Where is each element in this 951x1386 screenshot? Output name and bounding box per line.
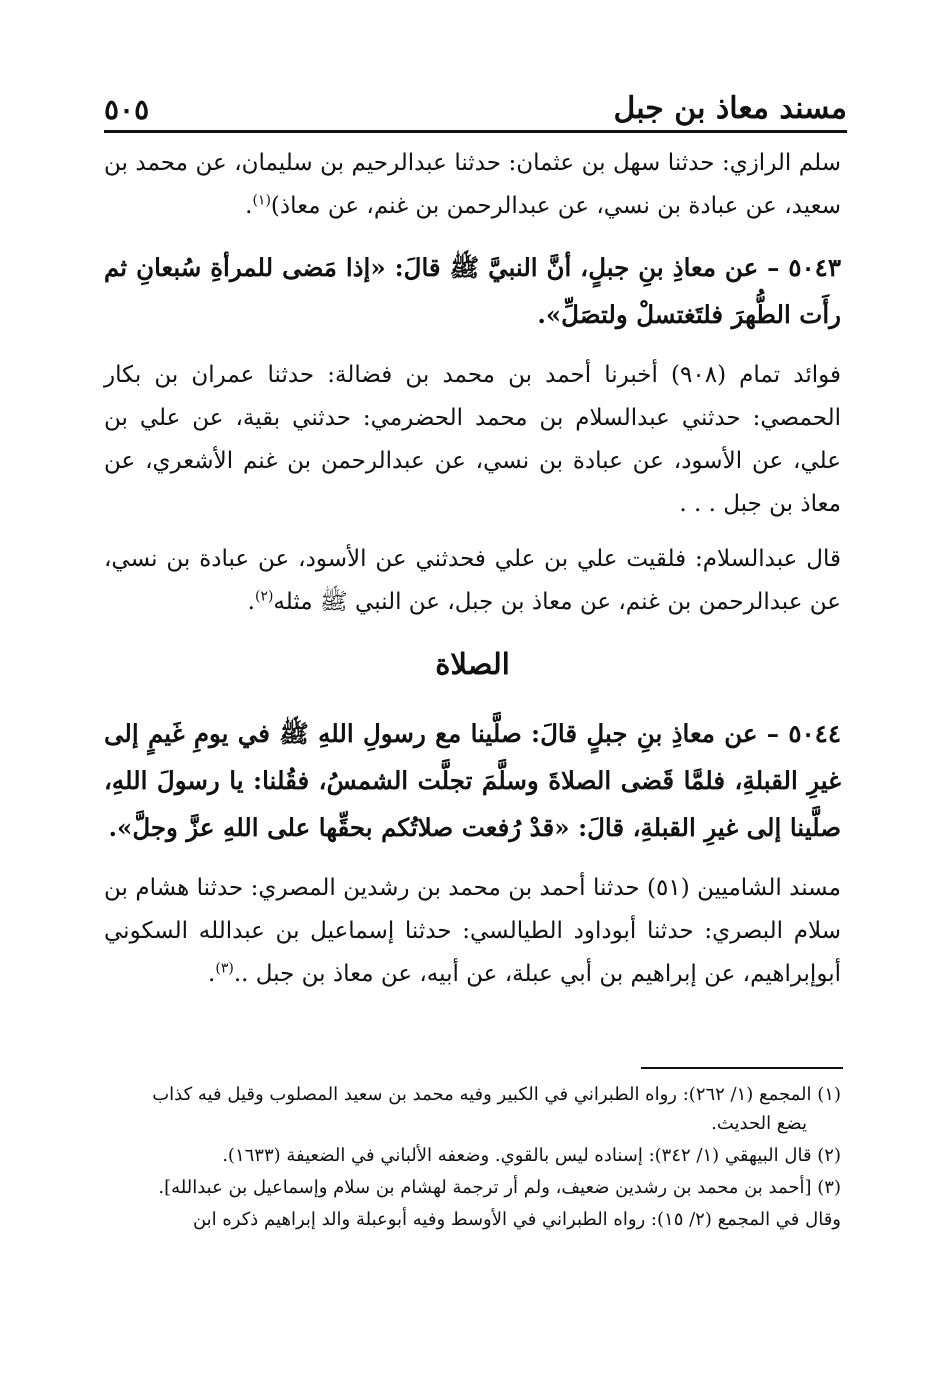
footnote-ref: (١) [252, 192, 271, 209]
page-number: ٥٠٥ [104, 93, 150, 126]
hadith-5044: ٥٠٤٤ – عن معاذِ بنِ جبلٍ قالَ: صلَّينا مع رسولِ اللهِ ﷺ في يومِ غَيمٍ إلى غيرِ القبلةِ، فلمَّا قَضى الصلاةَ وسلَّمَ تجلَّت الشمسُ، فقُلنا: يا رسولَ اللهِ، صلَّينا إلى غيرِ القبلةِ، قالَ: «قدْ رُفعت صلاتُكم بحقِّها على اللهِ عزَّ وجلَّ». [104, 719, 841, 842]
source-paragraph: مسند الشاميين (٥١) حدثنا أحمد بن محمد بن رشدين المصري: حدثنا هشام بن سلام البصري: حدثنا أبوداود الطيالسي: حدثنا إسماعيل بن عبدالله السكوني أبوإبراهيم، عن إبراهيم بن أبي عبلة، عن أبيه، عن معاذ بن جبل ..$^{(٣)}$. [104, 875, 841, 987]
main-text [104, 142, 841, 996]
footnotes [104, 1080, 841, 1234]
page-header [104, 78, 847, 133]
footnote-3-continuation: وقال في المجمع (٢/ ١٥): رواه الطبراني في الأوسط وفيه أبوعبلة والد إبراهيم ذكره ابن [192, 1209, 841, 1230]
source-paragraph: سلم الرازي: حدثنا سهل بن عثمان: حدثنا عبدالرحيم بن سليمان، عن محمد بن سعيد، عن عبادة بن نسي، عن عبدالرحمن بن غنم، عن معاذ)$^{(١)}$. [104, 150, 841, 219]
source-paragraph: قال عبدالسلام: فلقيت علي بن علي فحدثني عن الأسود، عن عبادة بن نسي، عن عبدالرحمن بن غنم، عن معاذ بن جبل، عن النبي ﷺ مثله$^{(٢)}$. [104, 546, 841, 615]
footnote-2: (٢) قال البيهقي (١/ ٣٤٢): إسناده ليس بالقوي. وضعفه الألباني في الضعيفة (١٦٣٣). [222, 1145, 841, 1166]
footnote-3: (٣) [أحمد بن محمد بن رشدين ضعيف، ولم أر ترجمة لهشام بن سلام وإسماعيل بن عبدالله]. [158, 1177, 841, 1198]
source-paragraph: فوائد تمام (٩٠٨) أخبرنا أحمد بن محمد بن فضالة: حدثنا عمران بن بكار الحمصي: حدثني عبدالسلام بن محمد الحضرمي: حدثني بقية، عن علي بن علي، عن الأسود، عن عبادة بن نسي، عن عبدالرحمن بن غنم الأشعري، عن معاذ بن جبل . . . [104, 362, 841, 517]
footnote-separator [641, 1067, 843, 1069]
section-title: الصلاة [435, 647, 510, 681]
footnote-ref: (٢) [254, 588, 274, 605]
running-head: مسند معاذ بن جبل [613, 91, 847, 126]
footnote-1: (١) المجمع (١/ ٢٦٢): رواه الطبراني في الكبير وفيه محمد بن سعيد المصلوب وقيل فيه كذاب يضع الحديث. [152, 1084, 841, 1134]
hadith-5043: ٥٠٤٣ – عن معاذِ بنِ جبلٍ، أنَّ النبيَّ ﷺ قالَ: «إذا مَضى للمرأةِ سُبعانِ ثم رأَت الطُّهرَ فلتَغتسلْ ولتصَلِّ». [104, 253, 841, 329]
footnote-ref: (٣) [215, 960, 234, 977]
